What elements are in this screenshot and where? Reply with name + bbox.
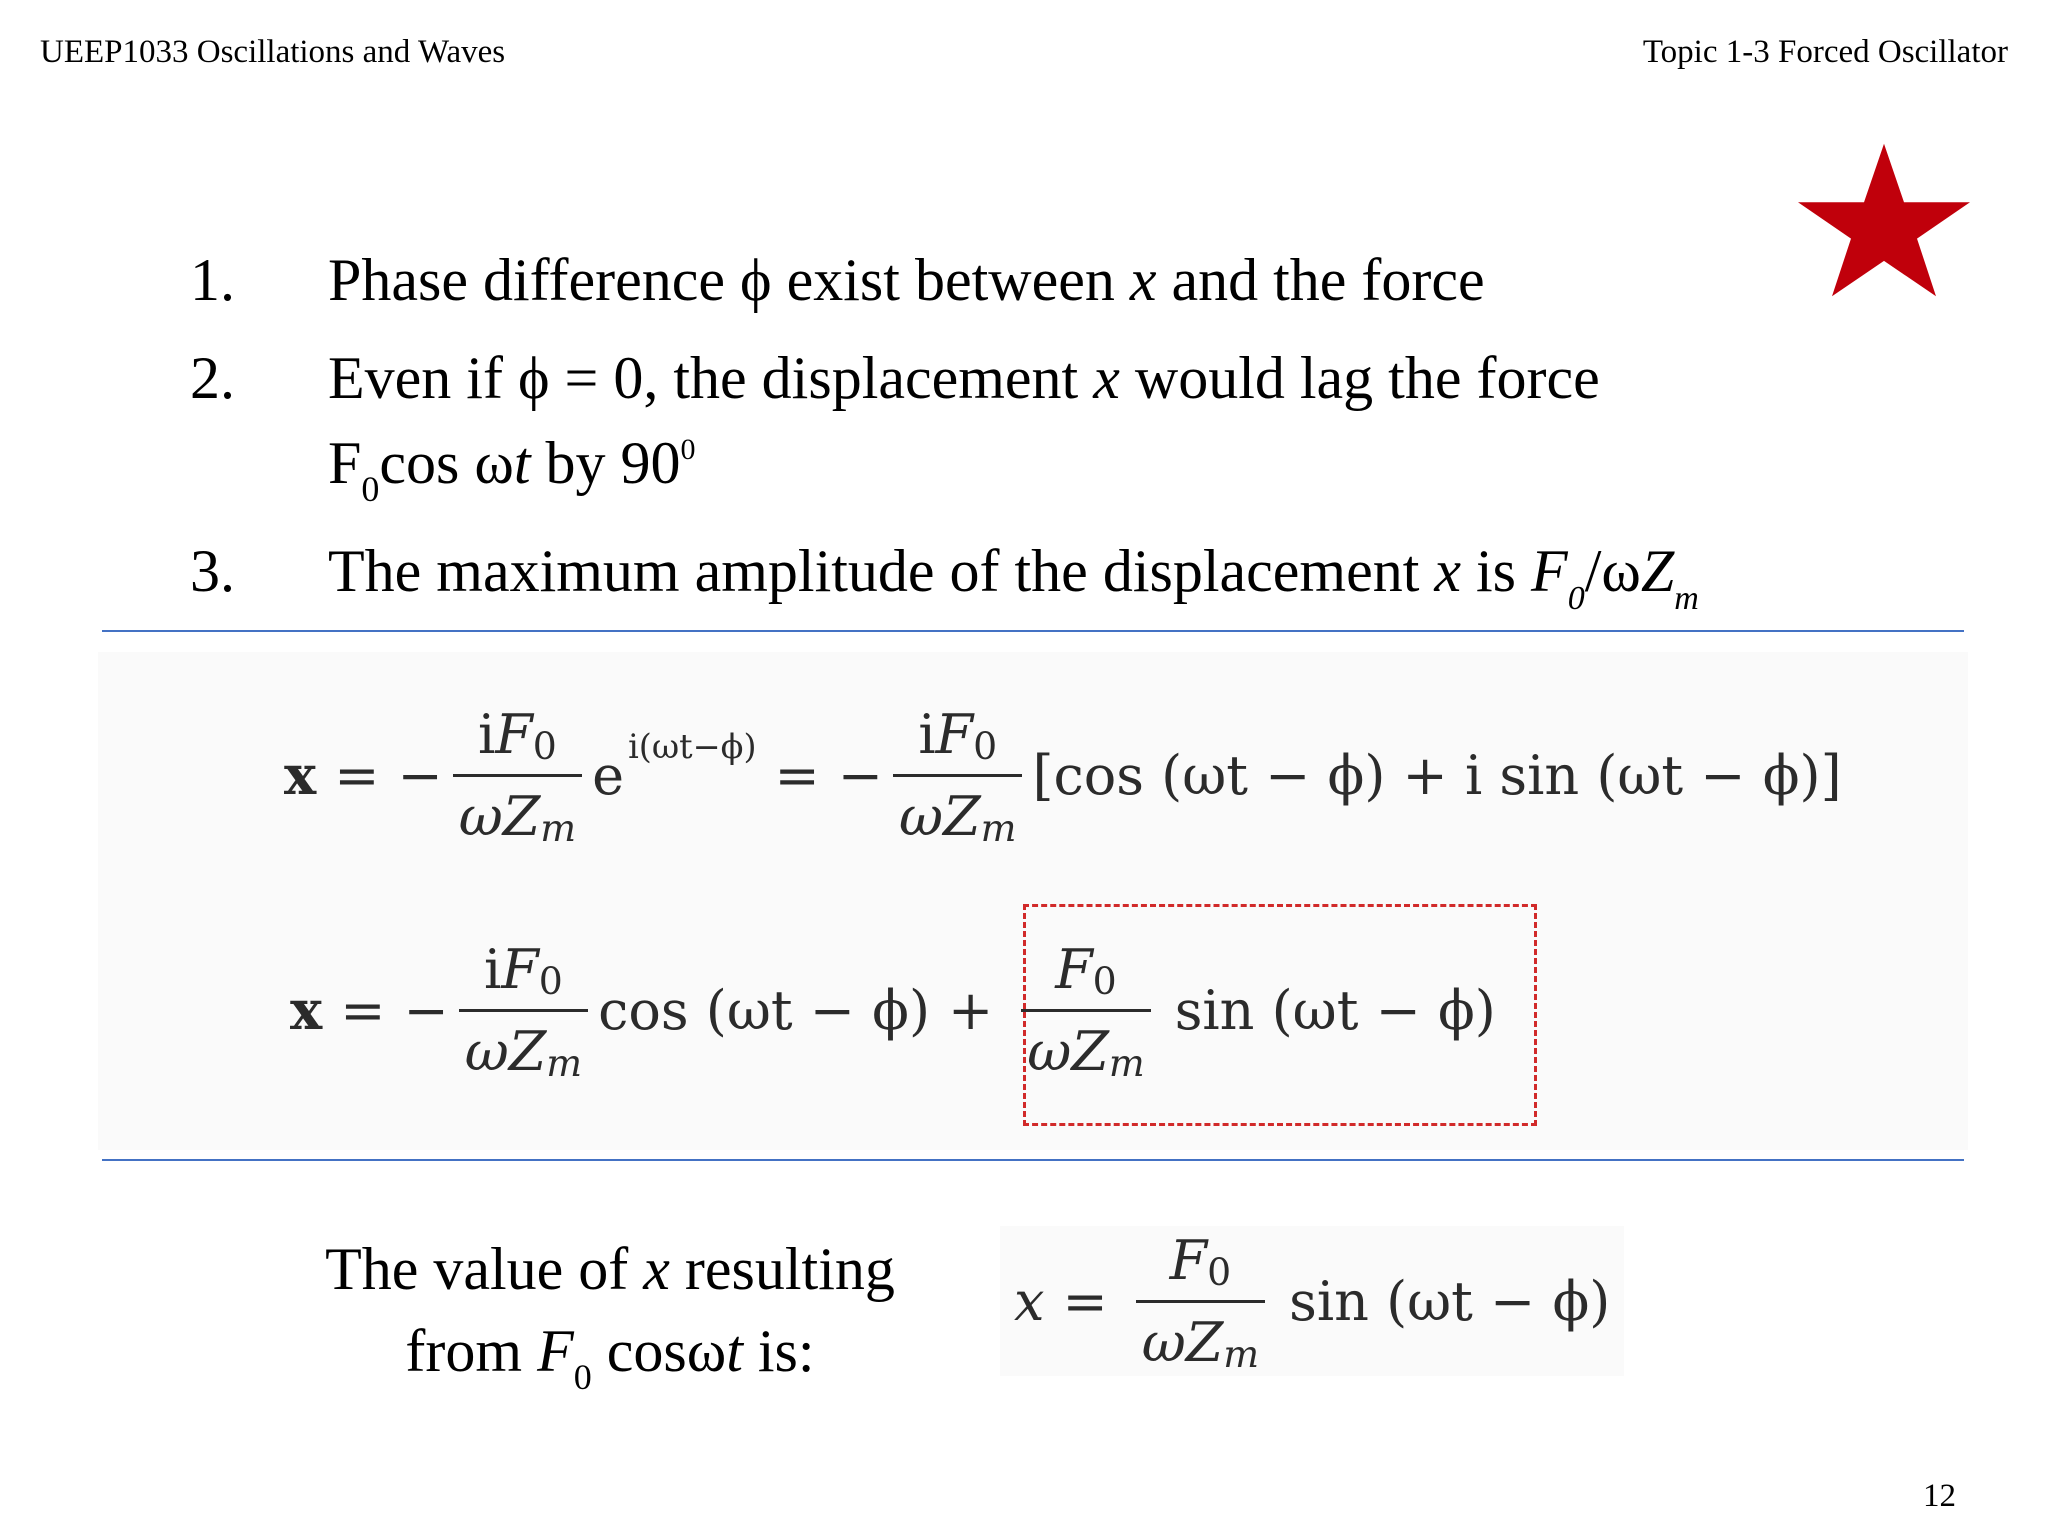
equals-sign: =: [1062, 1269, 1108, 1333]
eq2-plus: +: [948, 978, 994, 1042]
slash: /: [1584, 538, 1602, 604]
conclusion-line-1: [210, 1228, 1010, 1310]
impedance-symbol: Z: [502, 784, 541, 848]
impedance-symbol: Z: [1185, 1310, 1224, 1374]
point-1-part: Phase difference: [328, 247, 741, 313]
omega-symbol: ω: [899, 784, 944, 848]
eq1-bracket-term: [cos (ωt − ϕ) + i sin (ωt − ϕ)]: [1032, 743, 1842, 807]
eq2-lhs: x: [290, 978, 323, 1042]
conclusion-equation: [1000, 1226, 1624, 1376]
subscript: 0: [538, 959, 563, 1004]
x-variable: x: [1093, 345, 1120, 411]
eq2-numerator: [478, 938, 569, 1009]
exp-base: e: [592, 743, 625, 807]
force-symbol: F: [495, 702, 533, 766]
eq1-minus-2: −: [837, 743, 884, 807]
t-variable: t: [513, 430, 531, 496]
phi-symbol: ϕ: [740, 247, 772, 313]
force-symbol: F: [1531, 538, 1568, 604]
point-3-number: 3.: [190, 538, 235, 604]
x-variable: x: [1014, 1269, 1045, 1333]
point-3-part: is: [1461, 538, 1532, 604]
eq1-minus: −: [397, 743, 443, 807]
subscript: 0: [532, 724, 557, 769]
eq1-denominator-2: [893, 774, 1022, 851]
highlight-box: [1023, 904, 1537, 1126]
x-variable: x: [643, 1236, 670, 1302]
eq2-equals: =: [340, 978, 386, 1042]
imag-unit: i: [484, 937, 502, 1001]
eq1-lhs: x: [284, 743, 317, 807]
omega-symbol: ω: [1027, 1019, 1072, 1083]
equation-1: [284, 700, 1842, 850]
t-variable: t: [726, 1318, 743, 1384]
force-symbol: F: [935, 702, 974, 766]
page-number: 12: [1923, 1478, 1956, 1514]
x-variable: x: [1434, 538, 1462, 604]
point-2-number: 2.: [190, 345, 235, 411]
exp-power: i(ωt−ϕ): [628, 727, 757, 767]
conclusion-line-2: [210, 1310, 1010, 1400]
conclusion-numerator: [1164, 1229, 1238, 1300]
cos-text: cos: [379, 430, 475, 496]
conclusion-part: from: [405, 1318, 538, 1384]
point-3-text: [328, 536, 1699, 616]
conclusion-part: The value of: [325, 1236, 644, 1302]
star-shape: [1798, 144, 1970, 297]
point-2-text-line2: [328, 428, 696, 509]
omega-symbol: ω: [1601, 538, 1641, 604]
subscript: m: [1108, 1041, 1145, 1086]
omega-symbol: ω: [1141, 1310, 1186, 1374]
imag-unit: i: [478, 702, 496, 766]
x-variable: x: [1129, 247, 1157, 313]
conclusion-part: resulting: [669, 1236, 895, 1302]
eq2-sin-term: sin (ωt − ϕ): [1174, 978, 1496, 1042]
eq1-fraction: [453, 702, 582, 851]
point-2-text: [328, 343, 1600, 413]
divider-bottom: [102, 1159, 1964, 1161]
eq1-numerator-2: [912, 703, 1003, 774]
force-symbol: F: [501, 937, 539, 1001]
eq1-numerator: [472, 703, 563, 774]
subscript: m: [540, 806, 577, 851]
point-2-part: Even if: [328, 345, 518, 411]
force-symbol: F: [537, 1318, 574, 1384]
point-2-part: = 0, the displacement: [549, 345, 1094, 411]
eq1-equals: =: [334, 743, 380, 807]
conclusion-fraction: [1136, 1228, 1265, 1377]
conclusion-text: [210, 1228, 1010, 1400]
impedance-symbol: Z: [1071, 1019, 1109, 1083]
star-icon: [1794, 140, 1974, 300]
topic-title: Topic 1-3 Forced Oscillator: [1642, 34, 2008, 70]
point-2-part: would lag the force: [1119, 345, 1600, 411]
omega-symbol: ω: [464, 1019, 509, 1083]
eq1-fraction-2: [893, 702, 1022, 851]
eq2-minus: −: [403, 978, 449, 1042]
conclusion-part: is:: [742, 1318, 815, 1384]
conclusion-denominator: [1136, 1300, 1265, 1377]
force-symbol: F: [1055, 937, 1093, 1001]
point-1-number: 1.: [190, 247, 235, 313]
subscript: 0: [361, 469, 380, 509]
subscript: 0: [1567, 580, 1585, 617]
subscript: 0: [573, 1357, 592, 1397]
force-symbol: F: [328, 430, 362, 496]
point-1-part: exist between: [771, 247, 1130, 313]
omega-symbol: ω: [458, 784, 503, 848]
divider-top: [102, 630, 1964, 632]
omega-symbol: ω: [686, 1318, 727, 1384]
superscript: 0: [680, 433, 696, 466]
eq1-denominator: [453, 774, 582, 851]
cos-text: cos: [591, 1318, 687, 1384]
impedance-symbol: Z: [508, 1019, 547, 1083]
force-symbol: F: [1169, 1228, 1208, 1292]
course-title: UEEP1033 Oscillations and Waves: [40, 34, 506, 70]
impedance-symbol: Z: [1640, 538, 1675, 604]
eq1-equals-2: =: [774, 743, 820, 807]
eq2-fraction: [459, 937, 588, 1086]
sin-term: sin (ωt − ϕ): [1289, 1269, 1611, 1333]
point-2-part: by 90: [530, 430, 681, 496]
point-3-part: The maximum amplitude of the displacement: [328, 538, 1435, 604]
impedance-symbol: Z: [943, 784, 981, 848]
subscript: 0: [1207, 1250, 1232, 1295]
point-1-part: and the force: [1156, 247, 1485, 313]
phi-symbol: ϕ: [517, 345, 550, 411]
point-1-text: [328, 245, 1485, 315]
eq2-denominator: [459, 1009, 588, 1086]
imag-unit: i: [918, 702, 936, 766]
subscript: m: [1674, 580, 1699, 617]
subscript: m: [980, 806, 1017, 851]
omega-symbol: ω: [474, 430, 514, 496]
subscript: 0: [973, 724, 998, 769]
subscript: m: [1223, 1332, 1260, 1377]
eq2-cos-term: cos (ωt − ϕ): [598, 978, 931, 1042]
subscript: 0: [1092, 959, 1117, 1004]
subscript: m: [546, 1041, 583, 1086]
